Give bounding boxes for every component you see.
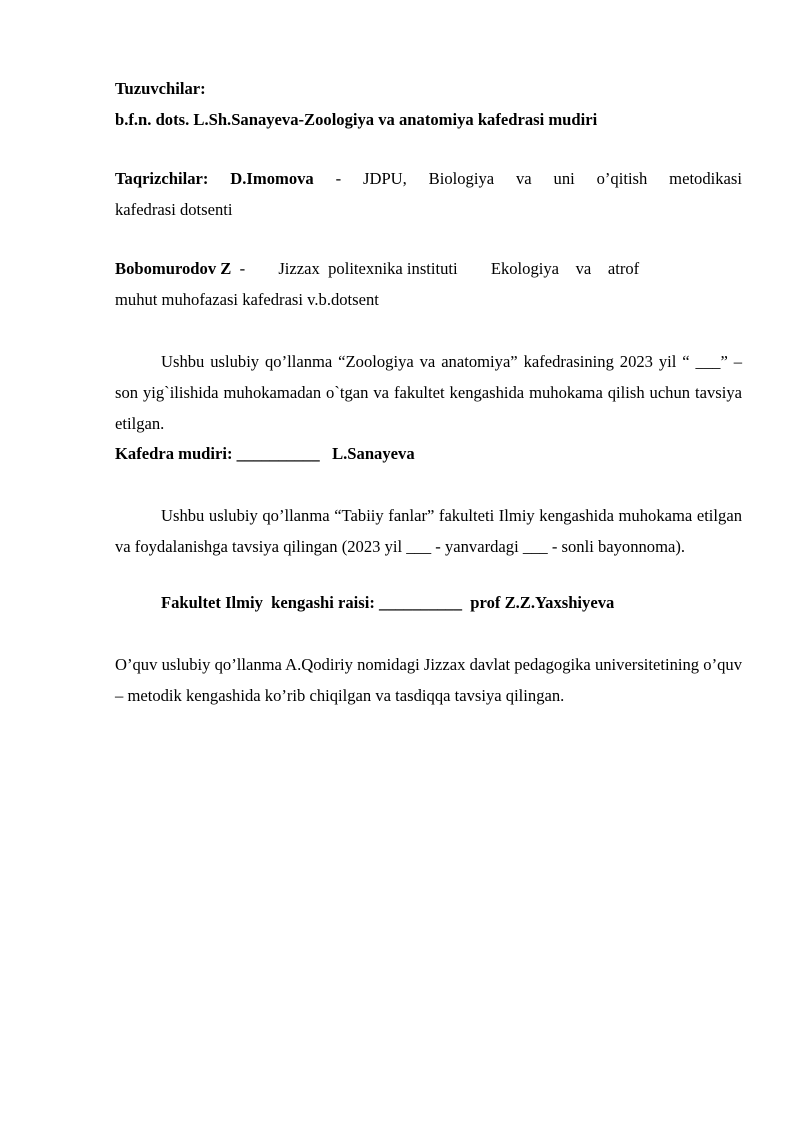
compilers-heading: Tuzuvchilar: bbox=[115, 79, 206, 98]
reviewer-2-name: Bobomurodov Z bbox=[115, 259, 232, 278]
reviewer-1-text-b: kafedrasi dotsenti bbox=[115, 200, 233, 219]
reviewer-1-text-a: - JDPU, Biologiya va uni o’qitish metodikasi bbox=[335, 169, 742, 188]
compilers-line: b.f.n. dots. L.Sh.Sanayeva-Zoologiya va anatomiya kafedrasi mudiri bbox=[115, 110, 598, 129]
approval-faculty-text: Ushbu uslubiy qo’llanma “Tabiiy fanlar” fakulteti Ilmiy kengashida muhokama etilgan va foydalanishga tavsiya qilingan (2023 yil ___ - yanvardagi ___ - sonli bayonnoma). bbox=[115, 506, 742, 556]
approval-faculty-signature: Fakultet Ilmiy kengashi raisi: __________ prof Z.Z.Yaxshiyeva bbox=[161, 593, 615, 612]
reviewer-2-text-b: muhut muhofazasi kafedrasi v.b.dotsent bbox=[115, 290, 379, 309]
reviewer-1-name: D.Imomova bbox=[230, 169, 314, 188]
reviewer-2-text-a: - Jizzax politexnika instituti Ekologiya va atrof bbox=[239, 259, 640, 278]
document-page bbox=[115, 76, 742, 711]
approval-dept-text: Ushbu uslubiy qo’llanma “Zoologiya va anatomiya” kafedrasining 2023 yil “ ___” – son yig`ilishida muhokamadan o`tgan va fakultet kengashida muhokama qilish uchun tavsiya etilgan. bbox=[115, 352, 742, 433]
reviewer-2-line-1 bbox=[115, 256, 742, 281]
approval-dept-signature: Kafedra mudiri: __________ L.Sanayeva bbox=[115, 444, 415, 463]
reviewers-label: Taqrizchilar: bbox=[115, 169, 209, 188]
approval-university-text: O’quv uslubiy qo’llanma A.Qodiriy nomidagi Jizzax davlat pedagogika universitetining o’quv – metodik kengashida ko’rib chiqilgan va tasdiqqa tavsiya qilingan. bbox=[115, 655, 742, 705]
reviewer-1-line-1 bbox=[115, 166, 742, 191]
